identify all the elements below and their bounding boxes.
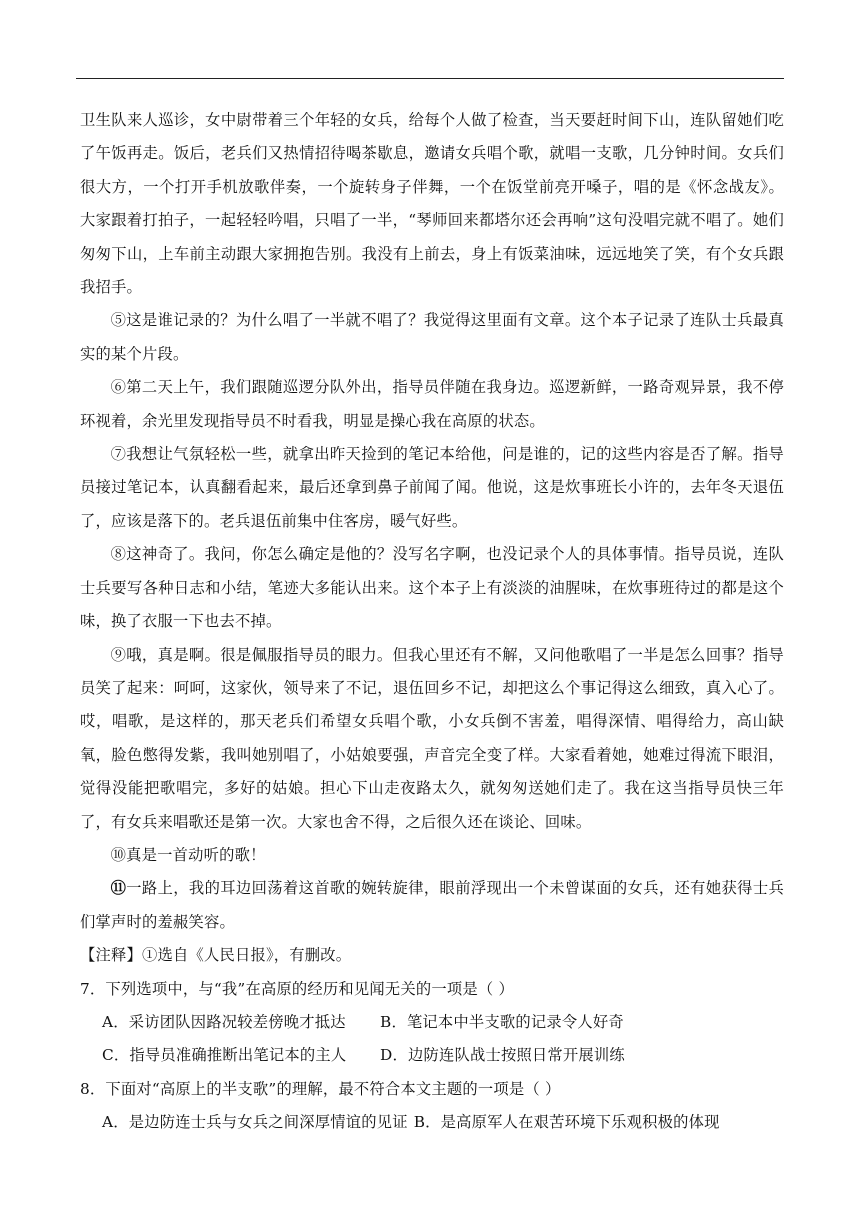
paragraph-11 [80, 872, 784, 939]
question-7-options-row-2 [80, 1039, 784, 1072]
paragraph-4-continued: 卫生队来人巡诊，女中尉带着三个年轻的女兵，给每个人做了检查，当天要赶时间下山，连队留她们吃了午饭再走。饭后，老兵们又热情招待喝茶歇息，邀请女兵唱个歌，就唱一支歌，几分钟时间。女兵们很大方，一个打开手机放歌伴奏，一个旋转身子伴舞，一个在饭堂前亮开嗓子，唱的是《怀念战友》。大家跟着打拍子，一起轻轻吟唱，只唱了一半，“琴师回来都塔尔还会再响”这句没唱完就不唱了。她们匆匆下山，上车前主动跟大家拥抱告别。我没有上前去，身上有饭菜油味，远远地笑了笑，有个女兵跟我招手。 [80, 111, 784, 297]
header-rule [76, 78, 784, 79]
question-8-option-a[interactable]: A．是边防连士兵与女兵之间深厚情谊的见证 [102, 1113, 408, 1132]
paragraph-5: ⑤这是谁记录的？为什么唱了一半就不唱了？我觉得这里面有文章。这个本子记录了连队士兵最真实的某个片段。 [80, 311, 784, 363]
question-7-options-row-1 [80, 1006, 784, 1039]
paragraph-6: ⑥第二天上午，我们跟随巡逻分队外出，指导员伴随在我身边。巡逻新鲜，一路奇观异景，我不停环视着，余光里发现指导员不时看我，明显是操心我在高原的状态。 [80, 378, 784, 430]
paragraph-9: ⑨哦，真是啊。很是佩服指导员的眼力。但我心里还有不解，又问他歌唱了一半是怎么回事？指导员笑了起来：呵呵，这家伙，领导来了不记，退伍回乡不记，却把这么个事记得这么细致，真入心了。哎，唱歌，是这样的，那天老兵们希望女兵唱个歌，小女兵倒不害羞，唱得深情、唱得给力，高山缺氧，脸色憋得发紫，我叫她别唱了，小姑娘要强，声音完全变了样。大家看着她，她难过得流下眼泪，觉得没能把歌唱完，多好的姑娘。担心下山走夜路太久，就匆匆送她们走了。我在这当指导员快三年了，有女兵来唱歌还是第一次。大家也舍不得，之后很久还在谈论、回味。 [80, 645, 784, 831]
question-7-option-d[interactable]: D．边防连队战士按照日常开展训练 [380, 1046, 625, 1065]
question-8-option-b[interactable]: B．是高原军人在艰苦环境下乐观积极的体现 [413, 1113, 720, 1132]
question-7-option-b[interactable]: B．笔记本中半支歌的记录令人好奇 [380, 1012, 624, 1031]
question-7-option-c[interactable]: C．指导员准确推断出笔记本的主人 [102, 1046, 347, 1065]
paragraph-11-text: 一路上，我的耳边回荡着这首歌的婉转旋律，眼前浮现出一个未曾谋面的女兵，还有她获得士兵们掌声时的羞赧笑容。 [80, 879, 785, 931]
paragraph-7: ⑦我想让气氛轻松一些，就拿出昨天捡到的笔记本给他，问是谁的，记的这些内容是否了解。指导员接过笔记本，认真翻看起来，最后还拿到鼻子前闻了闻。他说，这是炊事班长小许的，去年冬天退伍了，应该是落下的。老兵退伍前集中住客房，暖气好些。 [80, 445, 784, 530]
question-8-options-row-1 [80, 1106, 784, 1139]
paragraph-10: ⑩真是一首动听的歌！ [110, 845, 266, 864]
paragraph-8: ⑧这神奇了。我问，你怎么确定是他的？没写名字啊，也没记录个人的具体事情。指导员说，连队士兵要写各种日志和小结，笔迹大多能认出来。这个本子上有淡淡的油腥味，在炊事班待过的都是这个味，换了衣服一下也去不掉。 [80, 545, 784, 631]
paragraph-11-number: ⑪ [110, 879, 127, 898]
document-body [80, 104, 784, 1140]
annotation-note: 【注释】①选自《人民日报》，有删改。 [80, 946, 352, 965]
question-7-option-a[interactable]: A．采访团队因路况较差傍晚才抵达 [102, 1012, 346, 1031]
question-8-stem: 8．下面对“高原上的半支歌”的理解，最不符合本文主题的一项是（ ） [80, 1079, 561, 1098]
question-7-stem: 7．下列选项中，与“我”在高原的经历和见闻无关的一项是（ ） [80, 979, 514, 998]
